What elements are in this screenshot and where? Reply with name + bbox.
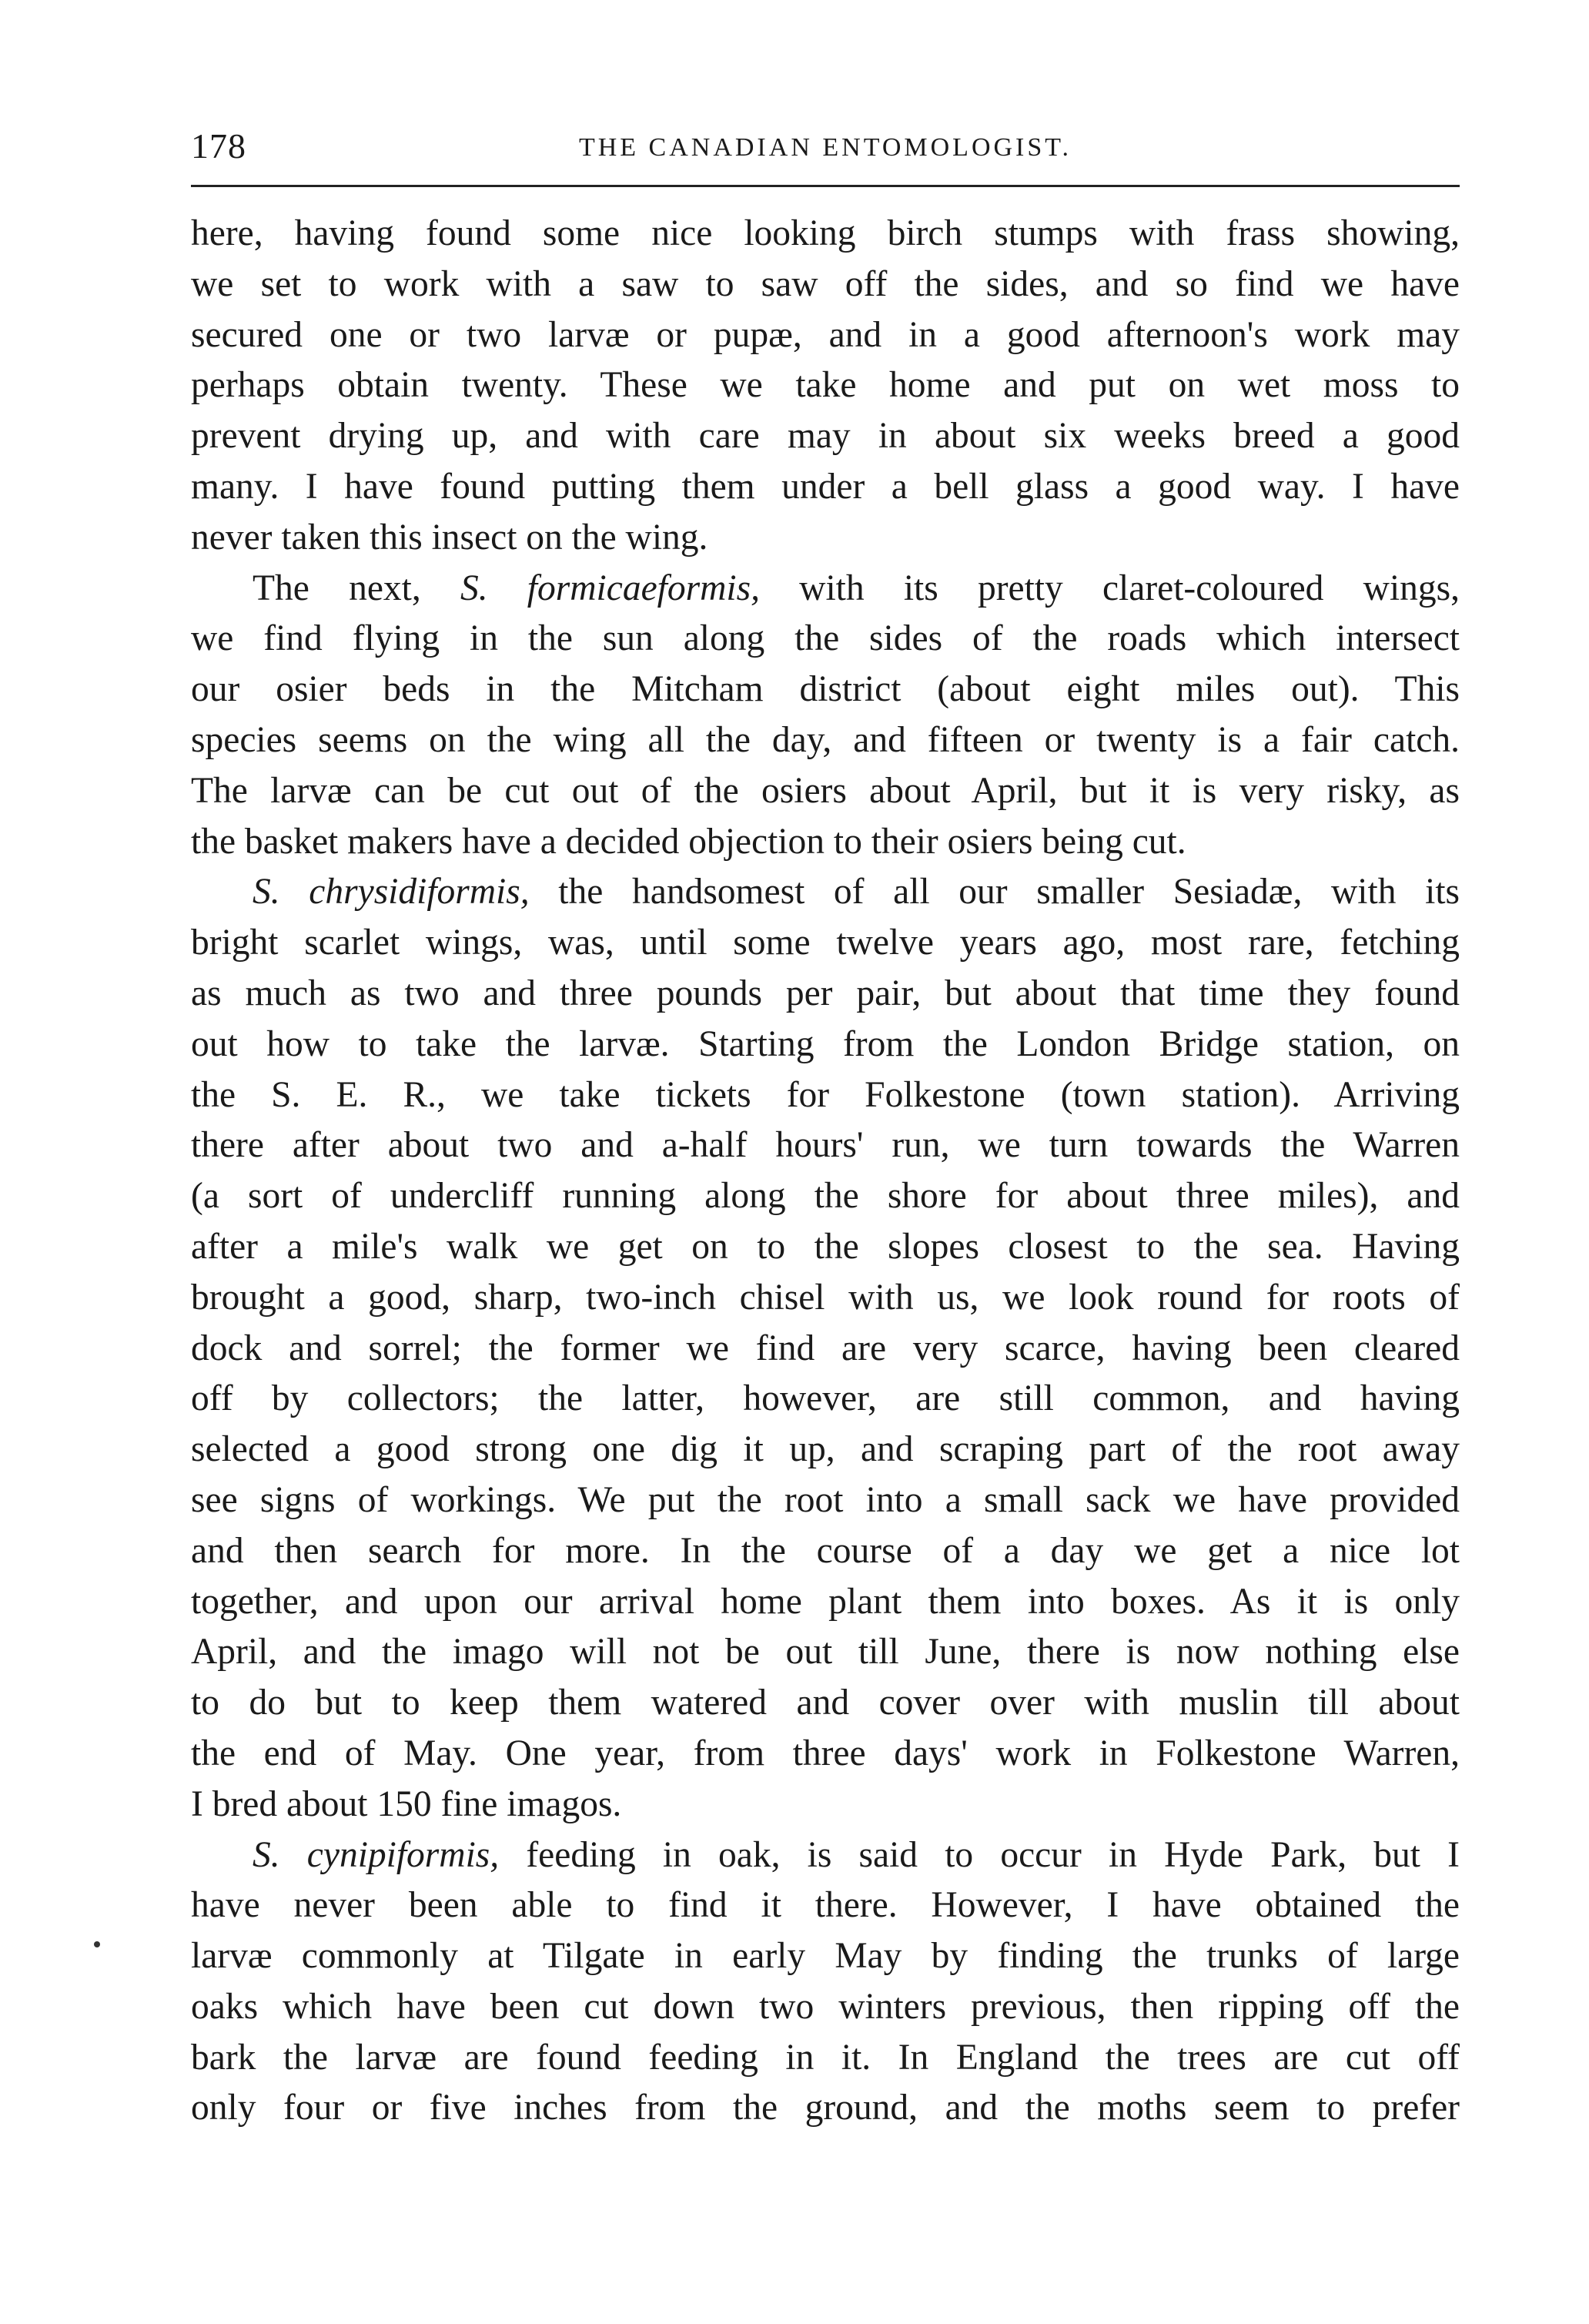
text-line: after a mile's walk we get on to the slopes closest to the sea. Having: [191, 1226, 1460, 1267]
species-name: S. chrysidiformis,: [253, 872, 530, 913]
text-line: prevent drying up, and with care may in about six weeks breed a good: [191, 416, 1460, 457]
text-line: oaks which have been cut down two winters previous, then ripping off the: [191, 1986, 1460, 2027]
text-line: secured one or two larvæ or pupæ, and in a good afternoon's work may: [191, 314, 1460, 355]
text-line: perhaps obtain twenty. These we take home and put on wet moss to: [191, 365, 1460, 406]
text-line: to do but to keep them watered and cover over with muslin till about: [191, 1683, 1460, 1723]
text-line: together, and upon our arrival home plant them into boxes. As it is only: [191, 1581, 1460, 1622]
text-line: see signs of workings. We put the root into a small sack we have provided: [191, 1479, 1460, 1520]
text-line: have never been able to find it there. However, I have obtained the: [191, 1885, 1460, 1926]
text-line: April, and the imago will not be out till June, there is now nothing else: [191, 1632, 1460, 1673]
text-line: [191, 564, 1460, 614]
page-header: [191, 123, 1460, 177]
text-line: [191, 867, 1460, 918]
text-run: the handsomest of all our smaller Sesiadæ, with its: [529, 872, 1460, 913]
text-line: bark the larvæ are found feeding in it. In England the trees are cut off: [191, 2037, 1460, 2078]
text-line: (a sort of undercliff running along the shore for about three miles), and: [191, 1176, 1460, 1217]
text-run: feeding in oak, is said to occur in Hyde Park, but I: [499, 1834, 1460, 1875]
text-run: The next,: [253, 568, 460, 608]
text-line: never taken this insect on the wing.: [191, 517, 708, 558]
text-line: we set to work with a saw to saw off the sides, and so find we have: [191, 263, 1460, 304]
text-line: as much as two and three pounds per pair, but about that time they found: [191, 973, 1460, 1013]
header-rule: [191, 185, 1460, 187]
text-line: I bred about 150 fine imagos.: [191, 1783, 622, 1824]
species-name: S. cynipiformis,: [253, 1834, 500, 1875]
text-line: brought a good, sharp, two-inch chisel with us, we look round for roots of: [191, 1277, 1460, 1318]
text-line: bright scarlet wings, was, until some twelve years ago, most rare, fetching: [191, 923, 1460, 963]
running-title: THE CANADIAN ENTOMOLOGIST.: [578, 133, 1072, 162]
text-line: we find flying in the sun along the sides of the roads which intersect: [191, 618, 1460, 659]
text-line: there after about two and a-half hours' run, we turn towards the Warren: [191, 1125, 1460, 1166]
text-line: the end of May. One year, from three days' work in Folkestone Warren,: [191, 1733, 1460, 1773]
text-line: and then search for more. In the course of a day we get a nice lot: [191, 1530, 1460, 1571]
text-line: here, having found some nice looking birch stumps with frass showing,: [191, 213, 1460, 253]
text-line: The larvæ can be cut out of the osiers about April, but it is very risky, as: [191, 770, 1460, 811]
text-line: dock and sorrel; the former we find are very scarce, having been cleared: [191, 1328, 1460, 1368]
text-line: larvæ commonly at Tilgate in early May by finding the trunks of large: [191, 1936, 1460, 1977]
species-name: S. formicaeformis,: [460, 568, 760, 608]
text-run: with its pretty claret-coloured wings,: [759, 568, 1460, 608]
text-line: out how to take the larvæ. Starting from the London Bridge station, on: [191, 1023, 1460, 1064]
text-line: our osier beds in the Mitcham district (about eight miles out). This: [191, 669, 1460, 710]
text-line: only four or five inches from the ground, and the moths seem to prefer: [191, 2088, 1460, 2128]
text-line: the S. E. R., we take tickets for Folkestone (town station). Arriving: [191, 1074, 1460, 1115]
margin-dot: [94, 1941, 100, 1947]
article-body: [191, 209, 1460, 2134]
page: [191, 123, 1460, 2134]
text-line: [191, 1830, 1460, 1881]
text-line: species seems on the wing all the day, and fifteen or twenty is a fair catch.: [191, 719, 1460, 760]
text-line: the basket makers have a decided objection to their osiers being cut.: [191, 821, 1186, 862]
text-line: off by collectors; the latter, however, are still common, and having: [191, 1378, 1460, 1419]
text-line: many. I have found putting them under a bell glass a good way. I have: [191, 466, 1460, 507]
text-line: selected a good strong one dig it up, and scraping part of the root away: [191, 1429, 1460, 1470]
page-number: 178: [191, 126, 246, 166]
